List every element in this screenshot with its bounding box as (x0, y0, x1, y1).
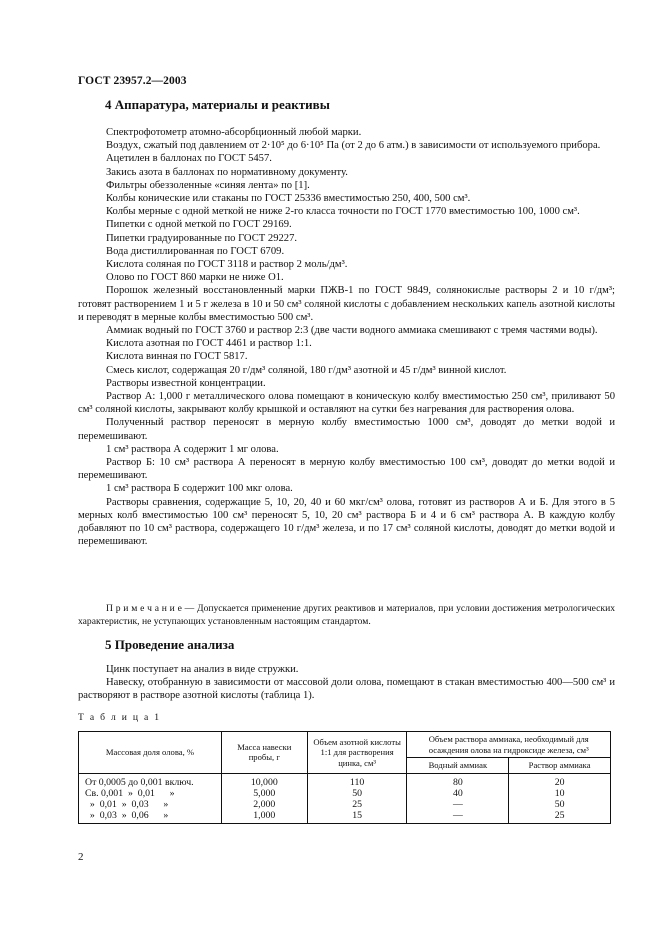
cell-mass-fraction: » 0,03 » 0,06 » (79, 810, 222, 824)
cell-aqueous-ammonia: — (407, 810, 509, 824)
paragraph: Раствор Б: 10 см³ раствора А переносят в мерную колбу вместимостью 100 см³, доводят до метки водой и перемешивают. (78, 457, 615, 482)
header-aqueous-ammonia: Водный аммиак (407, 758, 509, 774)
paragraph: Кислота азотная по ГОСТ 4461 и раствор 1:1. (106, 338, 312, 350)
section-4-body (78, 126, 615, 549)
paragraph: Смесь кислот, содержащая 20 г/дм³ соляной, 180 г/дм³ азотной и 45 г/дм³ винной кислот. (106, 364, 507, 376)
cell-ammonia-solution: 25 (509, 810, 611, 824)
paragraph: Олово по ГОСТ 860 марки не ниже О1. (106, 272, 284, 284)
paragraph: Колбы конические или стаканы по ГОСТ 25336 вместимостью 250, 400, 500 см³. (106, 193, 471, 205)
paragraph: Порошок железный восстановленный марки ПЖВ-1 по ГОСТ 9849, солянокислые растворы 2 и 10 г/дм³; готовят растворением 1 и 5 г железа в 10 и 50 см³ соляной кислоты с добавлением нескольких капель азотной кислоты и переводят в мерные колбы вместимостью 500 см³. (78, 285, 615, 323)
header-sample-mass: Масса навески пробы, г (221, 732, 307, 774)
paragraph: Цинк поступает на анализ в виде стружки. (106, 664, 299, 675)
cell-sample-mass: 1,000 (221, 810, 307, 824)
paragraph: Растворы сравнения, содержащие 5, 10, 20, 40 и 60 мкг/см³ олова, готовят из растворов А и Б. Для этого в 5 мерных колб вместимостью 100 см³ переносят 5, 10, 20 см³ раствора Б и 4 и 6 см³ раствора А. В каждую колбу добавляют по 10 см³ раствора, содержащего 10 г/дм³ железа, и по 17 см³ соляной кислоты, доводят до метки водой и перемешивают. (78, 496, 615, 548)
paragraph: Воздух, сжатый под давлением от 2·10⁵ до 6·10⁵ Па (от 2 до 6 атм.) в зависимости от используемого прибора. (106, 140, 601, 152)
paragraph: Кислота винная по ГОСТ 5817. (106, 351, 248, 363)
cell-sample-mass: 5,000 (221, 788, 307, 799)
cell-nitric-acid: 50 (307, 788, 407, 799)
cell-sample-mass: 2,000 (221, 799, 307, 810)
paragraph: Спектрофотометр атомно-абсорбционный любой марки. (106, 127, 362, 138)
table-row (79, 799, 611, 810)
header-ammonia-solution: Раствор аммиака (509, 758, 611, 774)
cell-nitric-acid: 15 (307, 810, 407, 824)
section-5-body (78, 663, 615, 703)
cell-ammonia-solution: 50 (509, 799, 611, 810)
note (78, 603, 615, 628)
table-row (79, 788, 611, 799)
paragraph: Растворы известной концентрации. (106, 377, 266, 389)
paragraph: Навеску, отобранную в зависимости от массовой доли олова, помещают в стакан вместимостью 400—500 см³ и растворяют в растворе азотной кислоты (таблица 1). (78, 677, 615, 702)
cell-aqueous-ammonia: — (407, 799, 509, 810)
cell-mass-fraction: От 0,0005 до 0,001 включ. (79, 773, 222, 788)
note-text: П р и м е ч а н и е — Допускается применение других реактивов и материалов, при условии достижения метрологических характеристик, не уступающих установленным настоящим стандартом. (78, 603, 615, 627)
paragraph: Полученный раствор переносят в мерную колбу вместимостью 1000 см³, доводят до метки водой и перемешивают. (78, 417, 615, 442)
paragraph: Аммиак водный по ГОСТ 3760 и раствор 2:3 (две части водного аммиака смешивают с тремя частями воды). (106, 325, 598, 337)
paragraph: Фильтры обеззоленные «синяя лента» по [1]. (106, 179, 310, 191)
cell-mass-fraction: » 0,01 » 0,03 » (79, 799, 222, 810)
cell-ammonia-solution: 20 (509, 773, 611, 788)
paragraph: Ацетилен в баллонах по ГОСТ 5457. (106, 153, 272, 165)
header-ammonia-volume: Объем раствора аммиака, необходимый для осаждения олова на гидроксиде железа, см³ (407, 732, 611, 758)
header-nitric-acid-volume: Объем азотной кислоты 1:1 для растворения цинка, см³ (307, 732, 407, 774)
cell-ammonia-solution: 10 (509, 788, 611, 799)
table-row (79, 810, 611, 824)
cell-nitric-acid: 25 (307, 799, 407, 810)
paragraph: 1 см³ раствора Б содержит 100 мкг олова. (106, 483, 293, 495)
section-5-title: 5 Проведение анализа (105, 637, 235, 652)
section-4-title: 4 Аппаратура, материалы и реактивы (105, 97, 330, 112)
paragraph: Пипетки градуированные по ГОСТ 29227. (106, 232, 298, 244)
paragraph: Закись азота в баллонах по нормативному документу. (106, 166, 348, 178)
header-mass-fraction: Массовая доля олова, % (79, 732, 222, 774)
paragraph: Кислота соляная по ГОСТ 3118 и раствор 2 моль/дм³. (106, 259, 348, 271)
cell-nitric-acid: 110 (307, 773, 407, 788)
cell-aqueous-ammonia: 40 (407, 788, 509, 799)
table-1 (78, 731, 611, 824)
paragraph: Колбы мерные с одной меткой не ниже 2-го класса точности по ГОСТ 1770 вместимостью 100, 1000 см³. (106, 206, 580, 218)
table-row (79, 773, 611, 788)
page-number: 2 (78, 851, 84, 863)
paragraph: Вода дистиллированная по ГОСТ 6709. (106, 245, 285, 257)
paragraph: 1 см³ раствора А содержит 1 мг олова. (106, 443, 279, 455)
cell-aqueous-ammonia: 80 (407, 773, 509, 788)
paragraph: Пипетки с одной меткой по ГОСТ 29169. (106, 219, 292, 231)
paragraph: Раствор А: 1,000 г металлического олова помещают в коническую колбу вместимостью 250 см³, приливают 50 см³ соляной кислоты, закрывают колбу крышкой и оставляют на сутки без нагревания для растворения олова. (78, 391, 615, 416)
cell-mass-fraction: Св. 0,001 » 0,01 » (79, 788, 222, 799)
standard-header: ГОСТ 23957.2—2003 (78, 75, 187, 87)
table-caption: Т а б л и ц а 1 (78, 712, 161, 723)
cell-sample-mass: 10,000 (221, 773, 307, 788)
